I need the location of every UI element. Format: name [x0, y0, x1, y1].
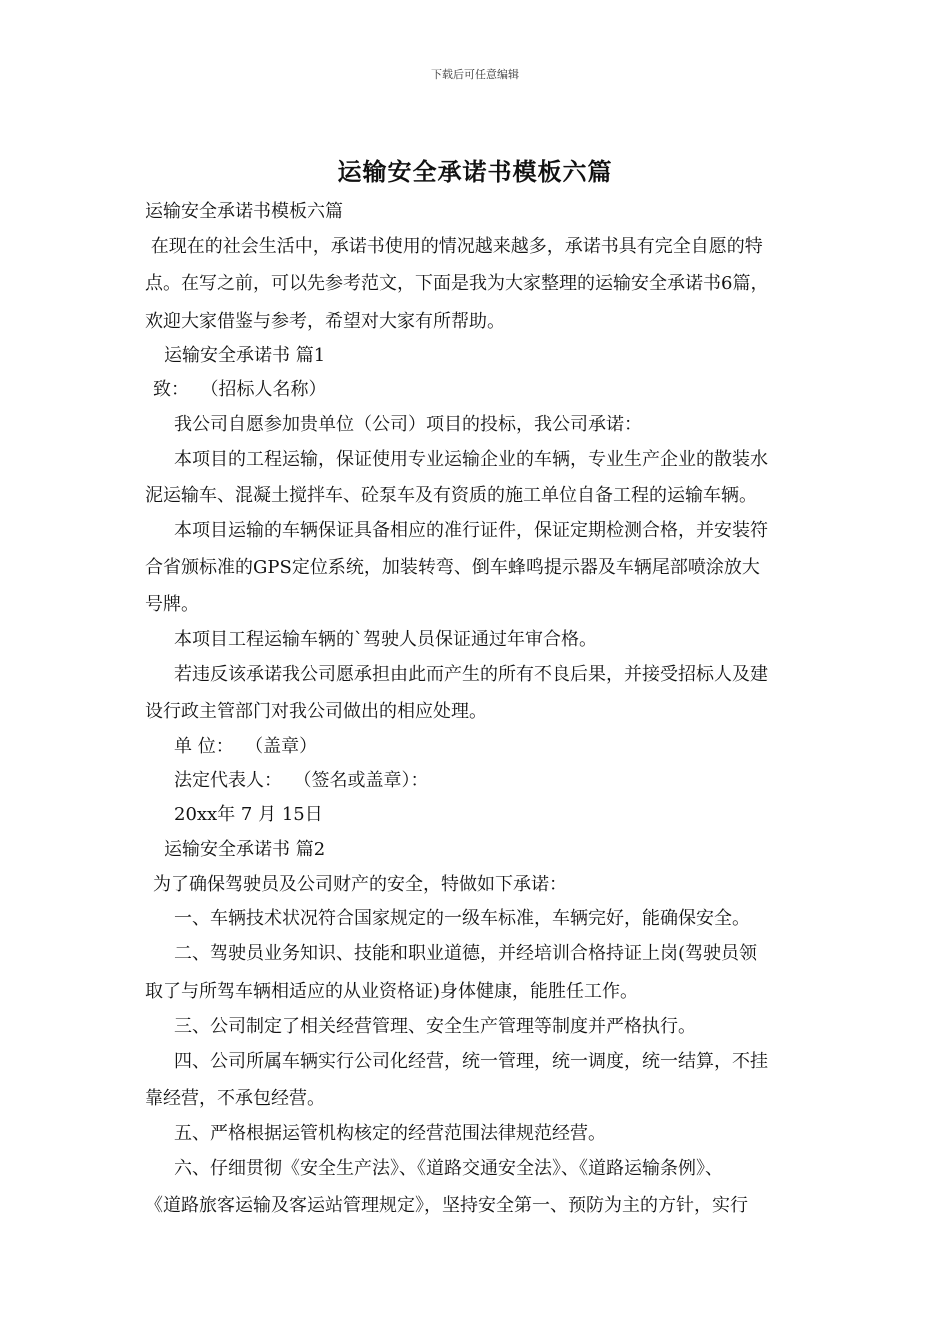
paragraph-line: 我公司自愿参加贵单位（公司）项目的投标，我公司承诺：: [174, 414, 642, 435]
paragraph-line: 设行政主管部门对我公司做出的相应处理。: [145, 701, 487, 722]
paragraph-line: 号牌。: [145, 594, 199, 615]
paragraph-line: 欢迎大家借鉴与参考，希望对大家有所帮助。: [145, 311, 505, 332]
paragraph-line: 致： （招标人名称）: [153, 379, 327, 400]
paragraph-line: 若违反该承诺我公司愿承担由此而产生的所有不良后果，并接受招标人及建: [174, 664, 768, 685]
header-note: 下载后可任意编辑: [431, 68, 519, 81]
paragraph-line: 一、车辆技术状况符合国家规定的一级车标准，车辆完好，能确保安全。: [174, 908, 750, 929]
paragraph-line: 本项目的工程运输，保证使用专业运输企业的车辆，专业生产企业的散装水: [174, 449, 768, 470]
paragraph-line: 在现在的社会生活中，承诺书使用的情况越来越多，承诺书具有完全自愿的特: [145, 236, 763, 257]
paragraph-line: 六、仔细贯彻《安全生产法》、《道路交通安全法》、《道路运输条例》、: [174, 1158, 723, 1179]
paragraph-line: 靠经营，不承包经营。: [145, 1088, 325, 1109]
subtitle-line: 运输安全承诺书模板六篇: [145, 201, 343, 222]
paragraph-line: 单 位： （盖章）: [174, 736, 318, 757]
paragraph-line: 《道路旅客运输及客运站管理规定》，坚持安全第一、预防为主的方针，实行: [145, 1195, 748, 1216]
document-title: 运输安全承诺书模板六篇: [337, 157, 613, 186]
paragraph-line: 本项目工程运输车辆的`驾驶人员保证通过年审合格。: [174, 629, 597, 650]
paragraph-line: 本项目运输的车辆保证具备相应的准行证件，保证定期检测合格，并安装符: [174, 520, 768, 541]
section-heading: 运输安全承诺书 篇1: [164, 345, 326, 366]
section-heading: 运输安全承诺书 篇2: [164, 839, 326, 860]
paragraph-line: 为了确保驾驶员及公司财产的安全，特做如下承诺：: [153, 874, 567, 895]
paragraph-line: 取了与所驾车辆相适应的从业资格证)身体健康，能胜任工作。: [145, 981, 639, 1002]
paragraph-line: 点。在写之前，可以先参考范文，下面是我为大家整理的运输安全承诺书6篇，: [145, 273, 769, 294]
paragraph-line: 合省颁标准的GPS定位系统，加装转弯、倒车蜂鸣提示器及车辆尾部喷涂放大: [145, 557, 760, 578]
paragraph-line: 五、严格根据运管机构核定的经营范围法律规范经营。: [174, 1123, 606, 1144]
paragraph-line: 泥运输车、混凝土搅拌车、砼泵车及有资质的施工单位自备工程的运输车辆。: [145, 485, 757, 506]
paragraph-line: 四、公司所属车辆实行公司化经营，统一管理，统一调度，统一结算，不挂: [174, 1051, 768, 1072]
paragraph-line: 法定代表人： （签名或盖章）：: [174, 770, 429, 791]
paragraph-line: 二、驾驶员业务知识、技能和职业道德，并经培训合格持证上岗(驾驶员领: [174, 943, 758, 964]
paragraph-line: 三、公司制定了相关经营管理、安全生产管理等制度并严格执行。: [174, 1016, 696, 1037]
date-line: 20xx年 7 月 15日: [174, 804, 323, 825]
